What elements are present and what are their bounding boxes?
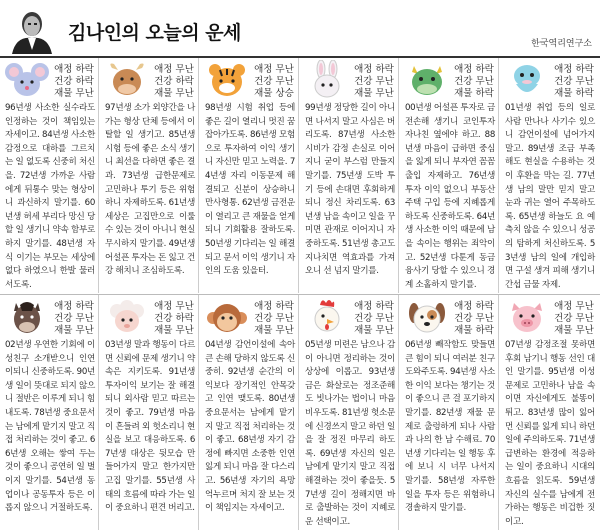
fortune-text: 07년생 감정조절 못하면 후회 남기니 행동 선인 대인 말기를. 95년생 이성문제로 고민하나 남을 속이면 자신에게도 불똥이 튀고. 83년생 많이 잃어 먼 신뢰를 잃게 되니 하던 일에 주의하도록. 71년생 급변하는 환경에 적응하는 일이 중요하니 시대의 흐름을 읽도록. 59년생 자신의 실수를 남에게 전가하는 행동은 비겁한 짓이고. bbox=[505, 340, 595, 527]
fortune-text: 98년생 시험 취업 등에 좋은 길이 열리니 멋진 꿈 잡아가도록. 86년생 모험으로 투자하여 이익 생기니 자신만 믿고 노력을. 74년생 자리 이동문제 해결되고 신분이 상승하니 만사형통. 62년생 금전운이 열리고 큰 재물을 얻게 되니 기회활용 잘하도록. 50년생 기다리는 일 해결되고 문서 이익 생기니 자인의 도움 있을터. bbox=[205, 103, 295, 277]
zodiac-cell-ox bbox=[100, 58, 199, 293]
monkey-icon bbox=[202, 297, 252, 337]
fortune-summary: 애정 하락 건강 무난 재물 무난 bbox=[354, 64, 394, 99]
fortune-text: 03년생 말과 행동이 다르면 신뢰에 문제 생기니 약속은 지키도록. 91년생 투자이익 보기는 잘 해결되니 외사람 믿고 따르는 것이 좋고. 79년생 마음이 흔들려 외 헛소리니 현실을 보고 대응하도록. 67년생 대상은 뒷모습 만 들어가지 말고 한가지만 고집 말기를. 55년생 사태의 흐름에 따라 가는 일이 중요하니 편견 버리고. bbox=[105, 340, 195, 514]
fortune-text: 04년생 감언이설에 속아 큰 손해 당하지 않도록 신중히. 92년생 순간의 이익보다 장기적인 안목갖고 인연 맺도록. 80년생 중요문서는 남에게 맡기지 말고 직접 처리하는 것이 좋고. 68년생 자기 감정에 빠지면 소중한 인연 잃게 되니 마음 잘 다스리고. 56년생 자기의 욕망 억누르며 처지 잘 보는 것이 책임지는 자세이고. bbox=[205, 340, 295, 514]
fortune-text: 06년생 빼작함도 맞들면 큰 힘이 되니 여러분 친구도와주도록. 94년생 사소한 이익 보다는 챙기는 것이 좋으니 큰 걸 포기하지 말기를. 82년생 재물 문제로 출렁하게 되나 사람 과 나의 한 남 수해료. 70년생 기다리는 일 행동 후에 보니 시 너무 나서지 말기를. 58년생 자루한 일을 투자 등은 위험하니 경솔하지 말기를. bbox=[405, 340, 495, 514]
pig-icon bbox=[502, 297, 552, 337]
zodiac-cell-tiger bbox=[200, 58, 299, 293]
zodiac-cell-monkey bbox=[200, 295, 299, 530]
rabbit-icon bbox=[302, 60, 352, 100]
rooster-icon bbox=[302, 297, 352, 337]
zodiac-cell-sheep bbox=[100, 295, 199, 530]
rat-icon bbox=[2, 60, 52, 100]
fortune-summary: 애정 하락 건강 무난 재물 무난 bbox=[54, 301, 94, 336]
zodiac-row-1 bbox=[0, 58, 600, 293]
zodiac-cell-dragon bbox=[400, 58, 499, 293]
fortune-summary: 애정 하락 건강 무난 재물 하락 bbox=[454, 301, 494, 336]
fortune-text: 99년생 정당한 길이 아니면 나서지 말고 사심은 버리도록. 87년생 사소한 시비가 감정 손실로 이어지니 굳이 부스럼 만들지 말기를. 75년생 도박 투기 등에 손대면 후회하게 되니 정신 차리도록. 63년생 남을 속이고 일을 꾸미면 관재로 이어지니 자중하도록. 51년생 총고도 지나치면 역효과를 가져오니 선 넘지 말기를. bbox=[305, 103, 395, 277]
zodiac-cell-rabbit bbox=[300, 58, 399, 293]
fortune-summary: 애정 무난 건강 무난 재물 무난 bbox=[554, 301, 594, 336]
snake-icon bbox=[502, 60, 552, 100]
fortune-summary: 애정 무난 건강 무난 재물 상승 bbox=[254, 64, 294, 99]
zodiac-row-2 bbox=[0, 294, 600, 530]
page-title: 김나인의 오늘의 운세 bbox=[68, 22, 241, 44]
horse-icon bbox=[2, 297, 52, 337]
dragon-icon bbox=[402, 60, 452, 100]
fortune-text: 02년생 우연한 기회에 이성친구 소개받으니 인연 이되니 신중하도록. 90년생 일이 뜻대로 되지 않으니 절반은 이루게 되니 힘내도록. 78년생 중요문서는 남에게 맡기지 말고 직접 처리하는 것이 좋고. 66년생 오해는 쌓여 두는 것이 좋으니 공연히 일 벌이지 말기를. 54년생 동업이나 공동투자 등은 이롭지 않으니 거절하도록. bbox=[5, 340, 95, 514]
zodiac-cell-rooster bbox=[300, 295, 399, 530]
ox-icon bbox=[102, 60, 152, 100]
zodiac-cell-pig bbox=[500, 295, 599, 530]
dog-icon bbox=[402, 297, 452, 337]
fortune-summary: 애정 무난 건강 하락 재물 무난 bbox=[154, 301, 194, 336]
zodiac-cell-horse bbox=[0, 295, 99, 530]
fortune-summary: 애정 하락 건강 하락 재물 무난 bbox=[54, 64, 94, 99]
zodiac-cell-snake bbox=[500, 58, 599, 293]
zodiac-cell-dog bbox=[400, 295, 499, 530]
header bbox=[0, 0, 600, 56]
fortune-text: 00년생 어설픈 투자로 금전손해 생기니 코인투자 자나친 옆에야 하고. 88년생 마음이 급하면 중심을 잃게 되니 부자연 꼼꼼 출입 자제하고. 76년생 투자 이익 없으니 부동산 주택 구입 등에 지혜롭게 하도록 신중하도록. 64년생 사소한 이익 때문에 남을 속이는 행위는 죄악이고. 52년생 다툰게 동금융사기 당할 수 있으니 경계 소홀하지 말기를. bbox=[405, 103, 495, 290]
zodiac-grid bbox=[0, 58, 600, 529]
fortune-summary: 애정 무난 건강 하락 재물 무난 bbox=[154, 64, 194, 99]
fortune-summary: 애정 하락 건강 무난 재물 하락 bbox=[554, 64, 594, 99]
fortune-text: 01년생 취업 등의 일로 사람 만나나 사기수 있으니 감언이설에 넘어가지 말고. 89년생 조금 부족해도 현실을 수용하는 것이 후환을 막는 길. 77년생 남의 말만 믿지 말고 눈과 귀는 열어 주목하도록. 65년생 하늘도 요 예측치 않을 수 있으니 성공의 탐하게 처신하도록. 53년생 남의 일에 개입하면 구설 생겨 피해 생기니 간섭 금물 자제. bbox=[505, 103, 595, 290]
sheep-icon bbox=[102, 297, 152, 337]
fortune-summary: 애정 하락 건강 무난 재물 무난 bbox=[254, 301, 294, 336]
fortune-text: 97년생 소가 외양간을 나가는 형상 단체 등에서 이탈할 일 생기고. 85년생 시험 등에 좋은 소식 생기니 최선을 다하면 좋은 결과. 73년생 급한문제로 고민하나 투기 등은 위험하니 자제하도록. 61년생 세상은 고집만으로 이룰 수 있는 것이 아니니 현실 무시하지 말기를. 49년생 어설픈 투자는 돈 잃고 건강 해치니 조심하도록. bbox=[105, 103, 195, 277]
zodiac-cell-rat bbox=[0, 58, 99, 293]
author-portrait bbox=[6, 6, 58, 54]
tiger-icon bbox=[202, 60, 252, 100]
fortune-text: 05년생 미련은 남으나 감이 아니면 정리하는 것이 상상에 이롭고. 93년생 금은 화살로는 정조준해도 빗나가는 법이니 마음 비우도록. 81년생 헛소문에 신경쓰지 말고 하던 일을 잘 정진 마무리 하도록. 69년생 자신의 일은 남에게 맡기지 말고 직접 해결하는 것이 좋을듯. 57년생 길이 정해지면 바로 출발하는 것이 지혜로운 선택이고. bbox=[305, 340, 395, 527]
fortune-summary: 애정 하락 건강 무난 재물 하락 bbox=[454, 64, 494, 99]
fortune-summary: 애정 하락 건강 무난 재물 무난 bbox=[354, 301, 394, 336]
source-label: 한국역리연구소 bbox=[531, 39, 592, 49]
fortune-text: 96년생 사소한 실수라도 인정하는 것이 책임있는 자세이고. 84년생 사소한 감정으로 대하를 그르치는 일 없도록 신중히 처신을. 72년생 가까운 사람에게 뒤통수 맞는 형상이니 과신하지 말기를. 60년생 허세 부리다 망신 당할 일 생기니 약속 함부로 하지 말기를. 48년생 자식 이기는 부모는 세상에 없다 하였으니 한발 물러서도록. bbox=[5, 103, 95, 290]
